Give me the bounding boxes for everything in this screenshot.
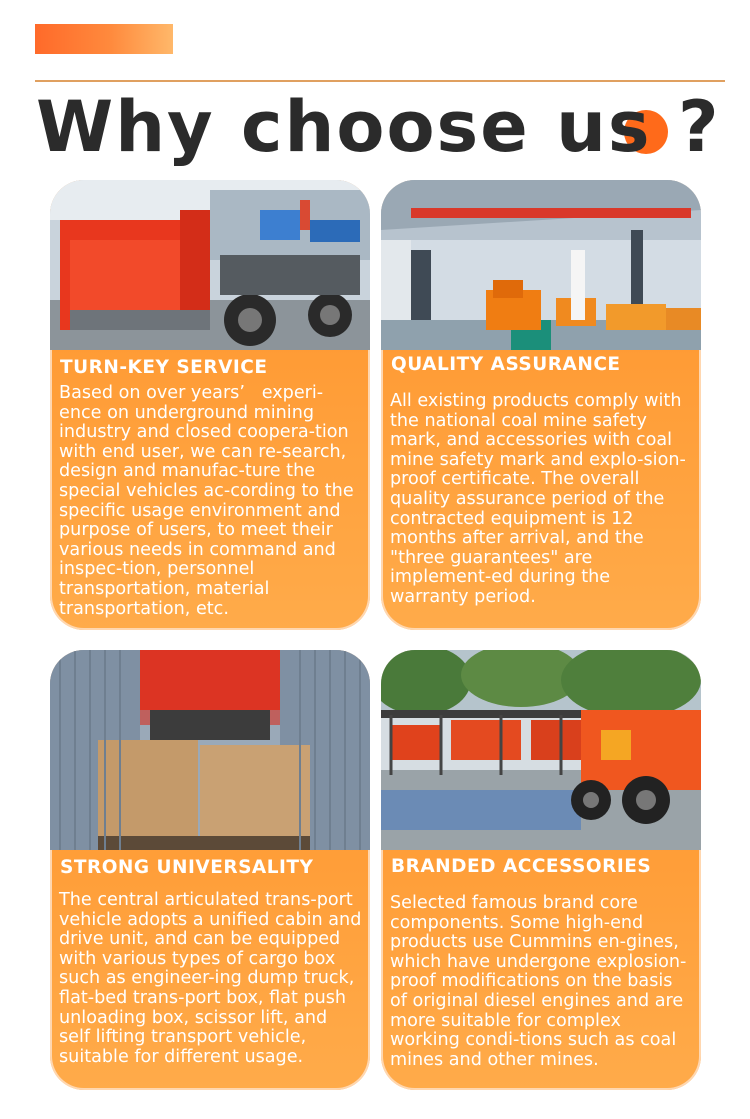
decorative-orange-bar (35, 24, 173, 54)
card-body: All existing products comply with the national coal mine safety mark, and accessories with coal mine safety mark and explo-sion-proof certificate. The overall quality assurance period of the contracted equipment is 12 months after arrival, and the "three guarantees" are implement-ed during the warranty period. (390, 391, 686, 607)
card-title: QUALITY ASSURANCE (391, 354, 621, 375)
card-quality-assurance (381, 180, 701, 630)
vehicle-assembly-line-photo (50, 180, 370, 350)
card-branded-accessories (381, 650, 701, 1090)
factory-hall-photo (381, 180, 701, 350)
card-title: STRONG UNIVERSALITY (60, 857, 314, 878)
card-title: BRANDED ACCESSORIES (391, 856, 652, 877)
vehicle-yard-photo (381, 650, 701, 850)
container-loading-photo (50, 650, 370, 850)
page-title (36, 82, 721, 172)
card-turn-key-service (50, 180, 370, 630)
card-strong-universality (50, 650, 370, 1090)
card-body: Based on over years’ experi-ence on underground mining industry and closed coopera-tion with end user, we can re-search, design and manufac-ture the special vehicles ac-cording to the specific usage environment and purpose of users, to meet their various needs in command and inspec-tion, personnel transportation, material transportation, etc. (59, 383, 354, 619)
card-body: Selected famous brand core components. Some high-end products use Cummins en-gines, which have undergone explosion-proof modifications on the basis of original diesel engines and are more suitable for complex working condi-tions such as coal mines and other mines. (390, 893, 687, 1070)
headline-question-mark: ? (677, 86, 721, 168)
card-body: The central articulated trans-port vehicle adopts a unified cabin and drive unit, and can be equipped with various types of cargo box such as engineer-ing dump truck, flat-bed trans-port box, flat push unloading box, scissor lift, and self lifting transport vehicle, suitable for different usage. (59, 890, 362, 1067)
headline-text: Why choose us (36, 86, 652, 168)
card-title: TURN-KEY SERVICE (60, 357, 268, 378)
